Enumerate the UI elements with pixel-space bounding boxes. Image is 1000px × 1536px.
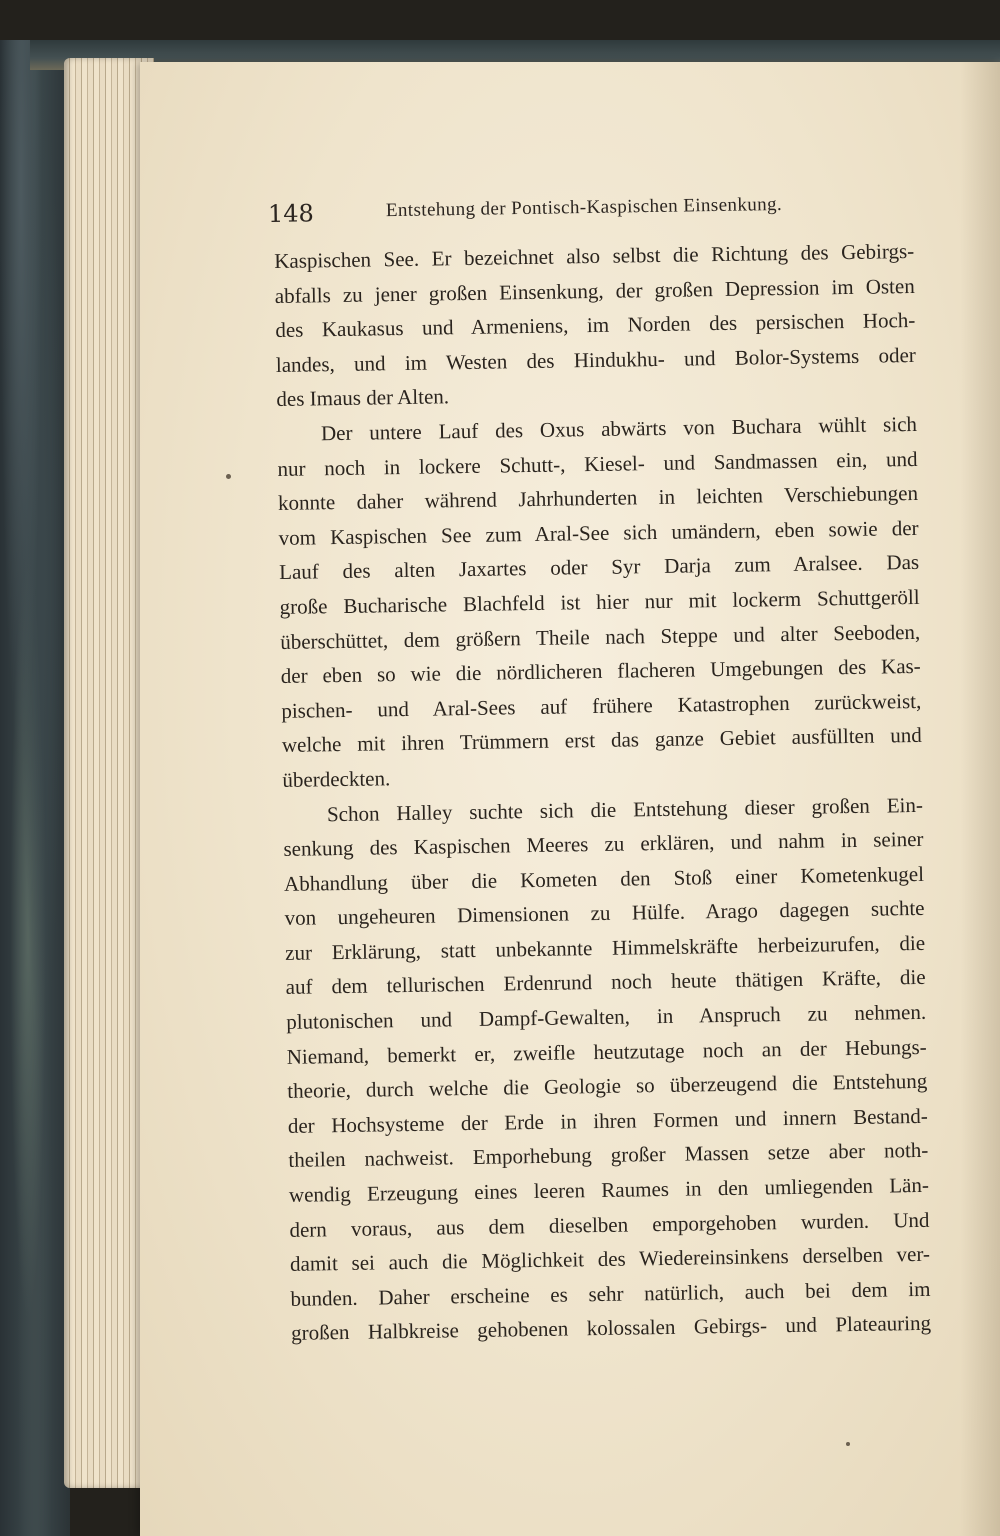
text-line: überschüttet, dem größern Theile nach Steppe und alter Seeboden,	[280, 619, 921, 654]
text-line: damit sei auch die Möglichkeit des Wiedereinsinkens derselben ver-	[289, 1242, 931, 1277]
text-line: große Bucharische Blachfeld ist hier nur mit lockerm Schuttgeröll	[279, 584, 920, 619]
text-line: des Imaus der Alten.	[276, 384, 450, 412]
text-line: landes, und im Westen des Hindukhu- und Bolor-Systems oder	[275, 342, 917, 377]
text-line: senkung des Kaspischen Meeres zu erklären, und nahm in seiner	[283, 826, 924, 862]
text-line: dern voraus, aus dem dieselben emporgehoben wurden. Und	[289, 1207, 930, 1242]
ink-speck	[846, 1442, 850, 1446]
text-line: vom Kaspischen See zum Aral-See sich umändern, eben sowie der	[278, 515, 919, 550]
running-title: Entstehung der Pontisch-Kaspischen Einsenkung.	[385, 193, 783, 222]
text-line: Abhandlung über die Kometen den Stoß einer Kometenkugel	[283, 861, 925, 896]
page-number: 148	[267, 199, 314, 228]
text-line: zur Erklärung, statt unbekannte Himmelskräfte herbeizurufen, die	[284, 930, 926, 965]
text-line: Schon Halley suchte sich die Entstehung dieser großen Ein-	[326, 792, 924, 826]
text-line: wendig Erzeugung eines leeren Raumes in den umliegenden Län-	[288, 1172, 930, 1207]
marbled-cover-edge	[0, 40, 70, 1536]
text-line: des Kaukasus und Armeniens, im Norden des persischen Hoch-	[275, 308, 916, 343]
text-line: der eben so wie die nördlicheren flacheren Umgebungen des Kas-	[280, 654, 921, 689]
text-line: Der untere Lauf des Oxus abwärts von Buchara wühlt sich	[320, 411, 918, 446]
text-line: nur noch in lockere Schutt-, Kiesel- und Sandmassen ein, und	[277, 446, 918, 481]
text-line: auf dem tellurischen Erdenrund noch heute thätigen Kräfte, die	[285, 965, 926, 1000]
text-line: von ungeheuren Dimensionen zu Hülfe. Arago dagegen suchte	[284, 896, 925, 931]
text-line: theorie, durch welche die Geologie so überzeugend die Entstehung	[287, 1069, 928, 1104]
text-line: welche mit ihren Trümmern erst das ganze Gebiet ausfüllten und	[281, 723, 922, 758]
body-text	[274, 234, 931, 1351]
text-line: plutonischen und Dampf-Gewalten, in Anspruch zu nehmen.	[286, 999, 927, 1034]
text-line: überdeckten.	[282, 766, 391, 792]
text-line: Lauf des alten Jaxartes oder Syr Darja zum Aralsee. Das	[278, 550, 920, 585]
page-gutter-shadow	[960, 62, 1000, 1536]
text-line: pischen- und Aral-Sees auf frühere Katastrophen zurückweist,	[281, 688, 922, 723]
text-line: theilen nachweist. Emporhebung großer Massen setze aber noth-	[288, 1138, 929, 1173]
text-line: abfalls zu jener großen Einsenkung, der großen Depression im Osten	[274, 273, 915, 308]
text-line: Kaspischen See. Er bezeichnet also selbst die Richtung des Gebirgs-	[274, 238, 915, 273]
text-line: konnte daher während Jahrhunderten in leichten Verschiebungen	[277, 481, 919, 516]
text-line: großen Halbkreise gehobenen kolossalen Gebirgs- und Plateauring	[290, 1311, 932, 1346]
text-line: der Hochsysteme der Erde in ihren Formen und innern Bestand-	[287, 1103, 928, 1138]
text-line: bunden. Daher erscheine es sehr natürlich, auch bei dem im	[290, 1276, 931, 1311]
text-line: Niemand, bemerkt er, zweifle heutzutage noch an der Hebungs-	[286, 1034, 927, 1069]
ink-speck	[226, 474, 231, 479]
